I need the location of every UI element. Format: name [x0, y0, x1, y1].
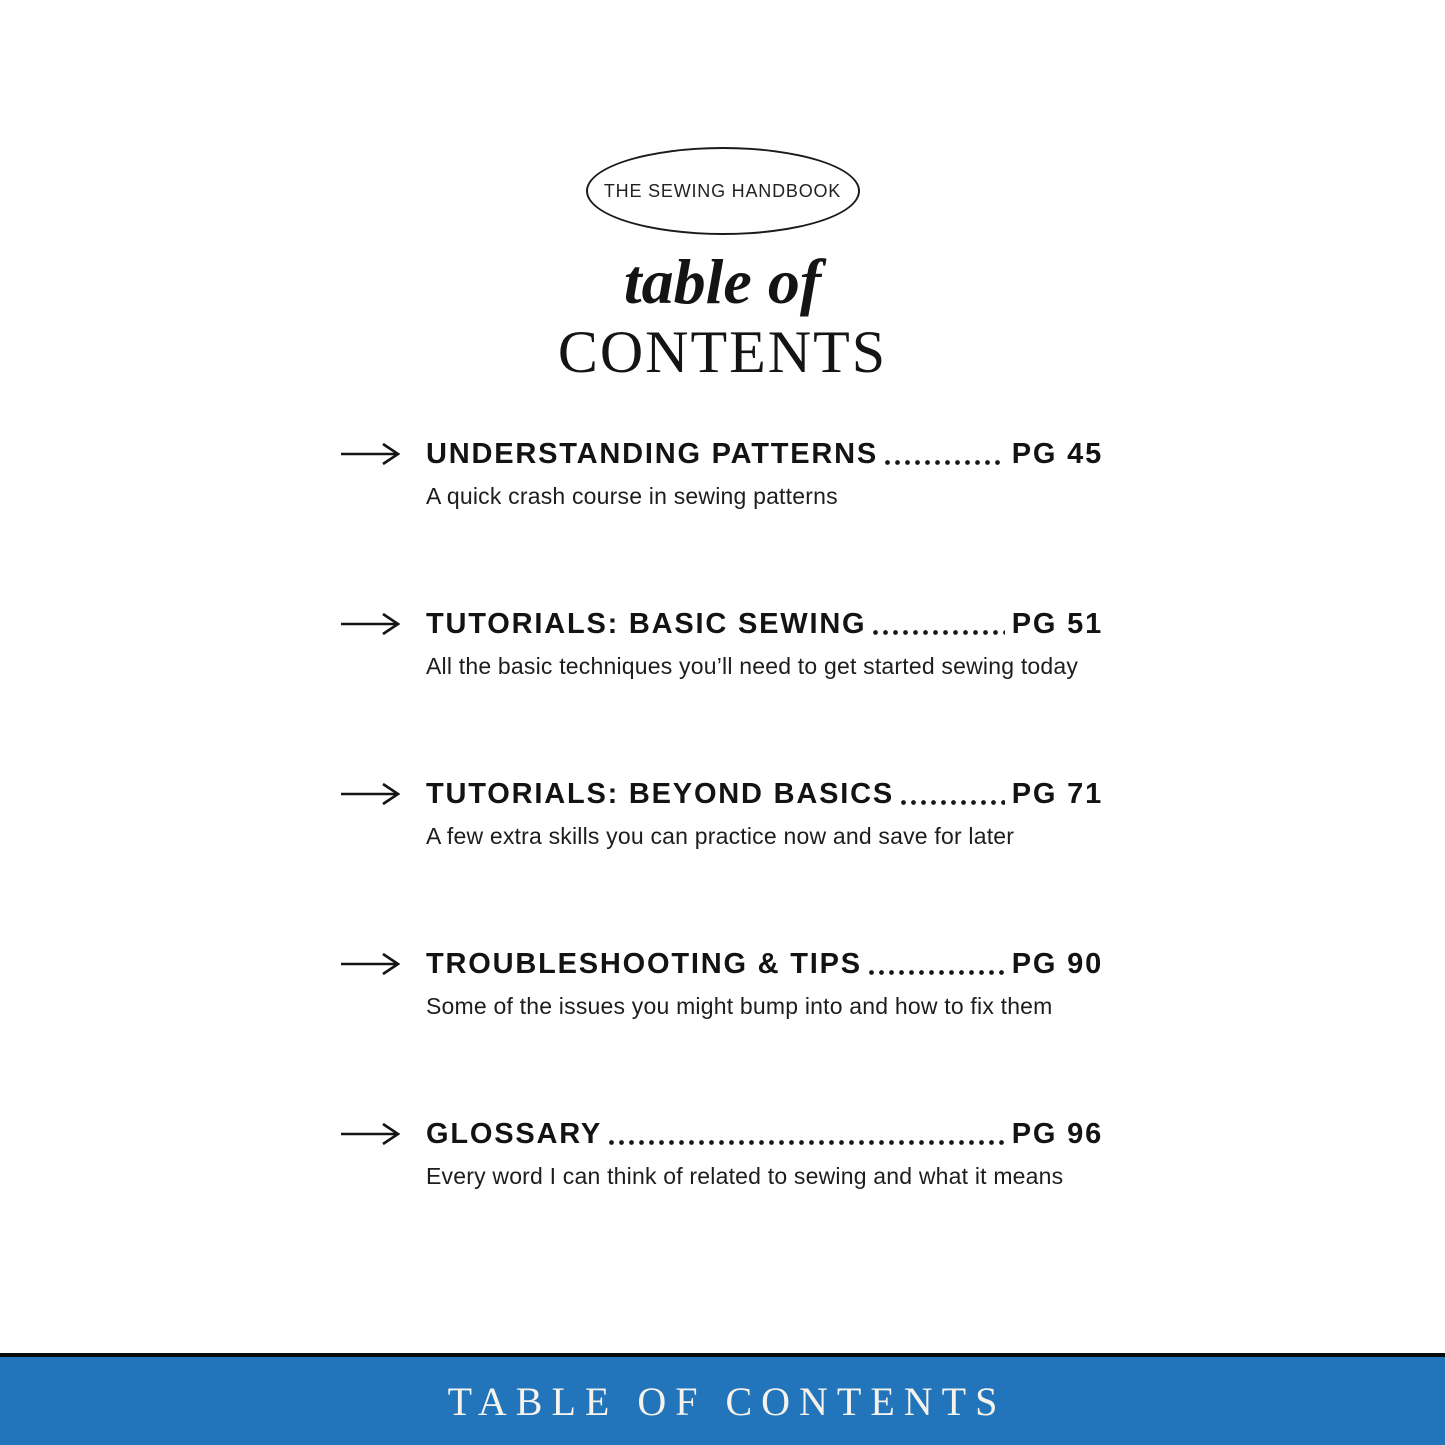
long-right-arrow-icon [340, 779, 426, 807]
page-title-script: table of [623, 246, 822, 317]
long-right-arrow-icon [340, 1119, 426, 1147]
footer-bar [0, 1353, 1445, 1445]
dot-leader [901, 800, 1005, 805]
long-right-arrow-icon [340, 949, 426, 977]
toc-list [340, 439, 1103, 1191]
dot-leader [609, 1140, 1005, 1145]
handbook-badge-label: THE SEWING HANDBOOK [603, 180, 842, 201]
entry-subtitle: All the basic techniques you’ll need to get started sewing today [426, 653, 1079, 679]
dot-leader [885, 460, 1005, 465]
toc-entry-tutorials-basic-sewing[interactable] [340, 609, 1103, 681]
toc-entry-tutorials-beyond-basics[interactable] [340, 779, 1103, 851]
handbook-badge-oval [586, 147, 860, 235]
entry-page-number: PG 45 [1011, 438, 1103, 470]
entry-title: TUTORIALS: BASIC SEWING [426, 608, 867, 640]
entry-title: TUTORIALS: BEYOND BASICS [426, 778, 895, 810]
entry-title: GLOSSARY [426, 1118, 603, 1150]
entry-subtitle: A quick crash course in sewing patterns [426, 483, 838, 509]
entry-page-number: PG 90 [1011, 948, 1103, 980]
toc-entry-understanding-patterns[interactable] [340, 439, 1103, 511]
page-title-caps: CONTENTS [557, 319, 888, 385]
footer-title: TABLE OF CONTENTS [447, 1378, 1007, 1424]
dot-leader [873, 630, 1004, 635]
entry-subtitle: Some of the issues you might bump into and how to fix them [426, 993, 1053, 1019]
entry-title: UNDERSTANDING PATTERNS [426, 438, 879, 470]
entry-page-number: PG 51 [1011, 608, 1103, 640]
long-right-arrow-icon [340, 439, 426, 467]
toc-entry-glossary[interactable] [340, 1119, 1103, 1191]
entry-page-number: PG 71 [1011, 778, 1103, 810]
entry-subtitle: A few extra skills you can practice now and save for later [426, 823, 1015, 849]
entry-subtitle: Every word I can think of related to sewing and what it means [426, 1163, 1064, 1189]
long-right-arrow-icon [340, 609, 426, 637]
entry-title: TROUBLESHOOTING & TIPS [426, 948, 862, 980]
dot-leader [869, 970, 1005, 975]
toc-entry-troubleshooting-tips[interactable] [340, 949, 1103, 1021]
entry-page-number: PG 96 [1011, 1118, 1103, 1150]
